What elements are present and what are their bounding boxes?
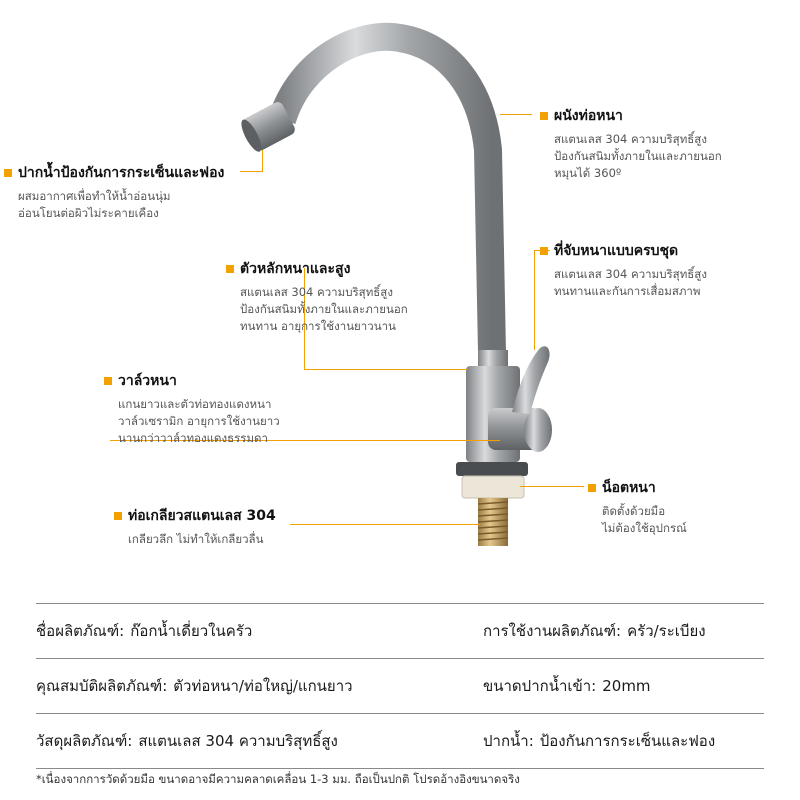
spec-value: ป้องกันการกระเซ็นและฟอง — [539, 732, 716, 750]
callout-title: ท่อเกลียวสแตนเลส 304 — [128, 508, 276, 524]
callout-title: ผนังท่อหนา — [554, 108, 623, 124]
callout-desc — [540, 266, 707, 300]
spec-row — [36, 658, 764, 713]
callout-title: ปากน้ำป้องกันการกระเซ็นและฟอง — [18, 165, 225, 181]
bullet-square — [4, 169, 12, 177]
desc-line: ป้องกันสนิมทั้งภายในและภายนอก — [240, 302, 408, 316]
callout-desc — [104, 396, 280, 447]
base-ring — [456, 462, 528, 476]
bullet-square — [588, 484, 596, 492]
desc-line: ป้องกันสนิมทั้งภายในและภายนอก — [554, 149, 722, 163]
desc-line: เกลียวลึก ไม่ทำให้เกลียวลื่น — [128, 532, 264, 546]
desc-line: หมุนได้ 360º — [554, 166, 622, 180]
spec-row — [36, 713, 764, 769]
callout-wall — [540, 105, 722, 182]
spec-value: สแตนเลส 304 ความบริสุทธิ์สูง — [138, 732, 338, 750]
bullet-square — [540, 112, 548, 120]
desc-line: ไม่ต้องใช้อุปกรณ์ — [602, 521, 687, 535]
spec-cell — [483, 659, 651, 713]
desc-line: สแตนเลส 304 ความบริสุทธิ์สูง — [554, 132, 707, 146]
plastic-nut — [462, 476, 524, 498]
spec-value: ตัวท่อหนา/ท่อใหญ่/แกนยาว — [173, 677, 353, 695]
spec-cell — [483, 604, 706, 658]
footnote: *เนื่องจากการวัดด้วยมือ ขนาดอาจมีความคลาดเคลื่อน 1-3 มม. ถือเป็นปกติ โปรดอ้างอิงขนาดจริง — [36, 772, 520, 786]
spec-cell — [36, 714, 338, 768]
spec-label: ขนาดปากน้ำเข้า: — [483, 677, 597, 695]
callout-nut — [588, 477, 687, 537]
callout-desc — [4, 188, 224, 222]
desc-line: วาล์วเซรามิก อายุการใช้งานยาว — [118, 414, 280, 428]
leader-aerator-v — [262, 150, 263, 172]
spec-row — [36, 603, 764, 658]
callout-thread — [114, 505, 276, 548]
bullet-square — [540, 247, 548, 255]
callout-valve — [104, 370, 280, 447]
callout-handle — [540, 240, 707, 300]
callout-title: ที่จับหนาแบบครบชุด — [554, 243, 679, 259]
spec-value: ครัว/ระเบียง — [627, 622, 706, 640]
bullet-square — [104, 377, 112, 385]
callout-title: ตัวหลักหนาและสูง — [240, 261, 351, 277]
spec-label: ชื่อผลิตภัณฑ์: — [36, 622, 125, 640]
spec-cell — [36, 604, 252, 658]
callout-title: วาล์วหนา — [118, 373, 177, 389]
spec-label: วัสดุผลิตภัณฑ์: — [36, 732, 133, 750]
spec-label: คุณสมบัติผลิตภัณฑ์: — [36, 677, 168, 695]
valve-knob — [488, 408, 552, 452]
leader-handle — [534, 250, 535, 350]
desc-line: สแตนเลส 304 ความบริสุทธิ์สูง — [240, 285, 393, 299]
spec-table — [36, 603, 764, 769]
leader-thread — [290, 524, 480, 525]
spec-label: การใช้งานผลิตภัณฑ์: — [483, 622, 622, 640]
spec-value: ก๊อกน้ำเดี่ยวในครัว — [130, 622, 253, 640]
spec-cell — [483, 714, 715, 768]
spec-value: 20mm — [602, 677, 651, 695]
desc-line: นานกว่าวาล์วทองแดงธรรมดา — [118, 431, 268, 445]
leader-nut — [520, 486, 584, 487]
callout-desc — [226, 284, 408, 335]
desc-line: ติดตั้งด้วยมือ — [602, 504, 666, 518]
desc-line: ทนทานและกันการเสื่อมสภาพ — [554, 284, 701, 298]
callout-desc — [540, 131, 722, 182]
bullet-square — [114, 512, 122, 520]
callout-desc — [114, 531, 276, 548]
desc-line: แกนยาวและตัวท่อทองแดงหนา — [118, 397, 272, 411]
desc-line: อ่อนโยนต่อผิวไม่ระคายเคือง — [18, 206, 159, 220]
leader-aerator — [240, 171, 262, 172]
bullet-square — [226, 265, 234, 273]
desc-line: ทนทาน อายุการใช้งานยาวนาน — [240, 319, 396, 333]
desc-line: สแตนเลส 304 ความบริสุทธิ์สูง — [554, 267, 707, 281]
desc-line: ผสมอากาศเพื่อทำให้น้ำอ่อนนุ่ม — [18, 189, 171, 203]
callout-body — [226, 258, 408, 335]
callout-aerator — [4, 162, 224, 222]
callout-desc — [588, 503, 687, 537]
callout-title: น็อตหนา — [602, 480, 656, 496]
spec-cell — [36, 659, 353, 713]
leader-wall — [500, 114, 532, 115]
spec-label: ปากน้ำ: — [483, 732, 534, 750]
body-collar — [478, 350, 508, 368]
leader-body-h — [304, 369, 468, 370]
